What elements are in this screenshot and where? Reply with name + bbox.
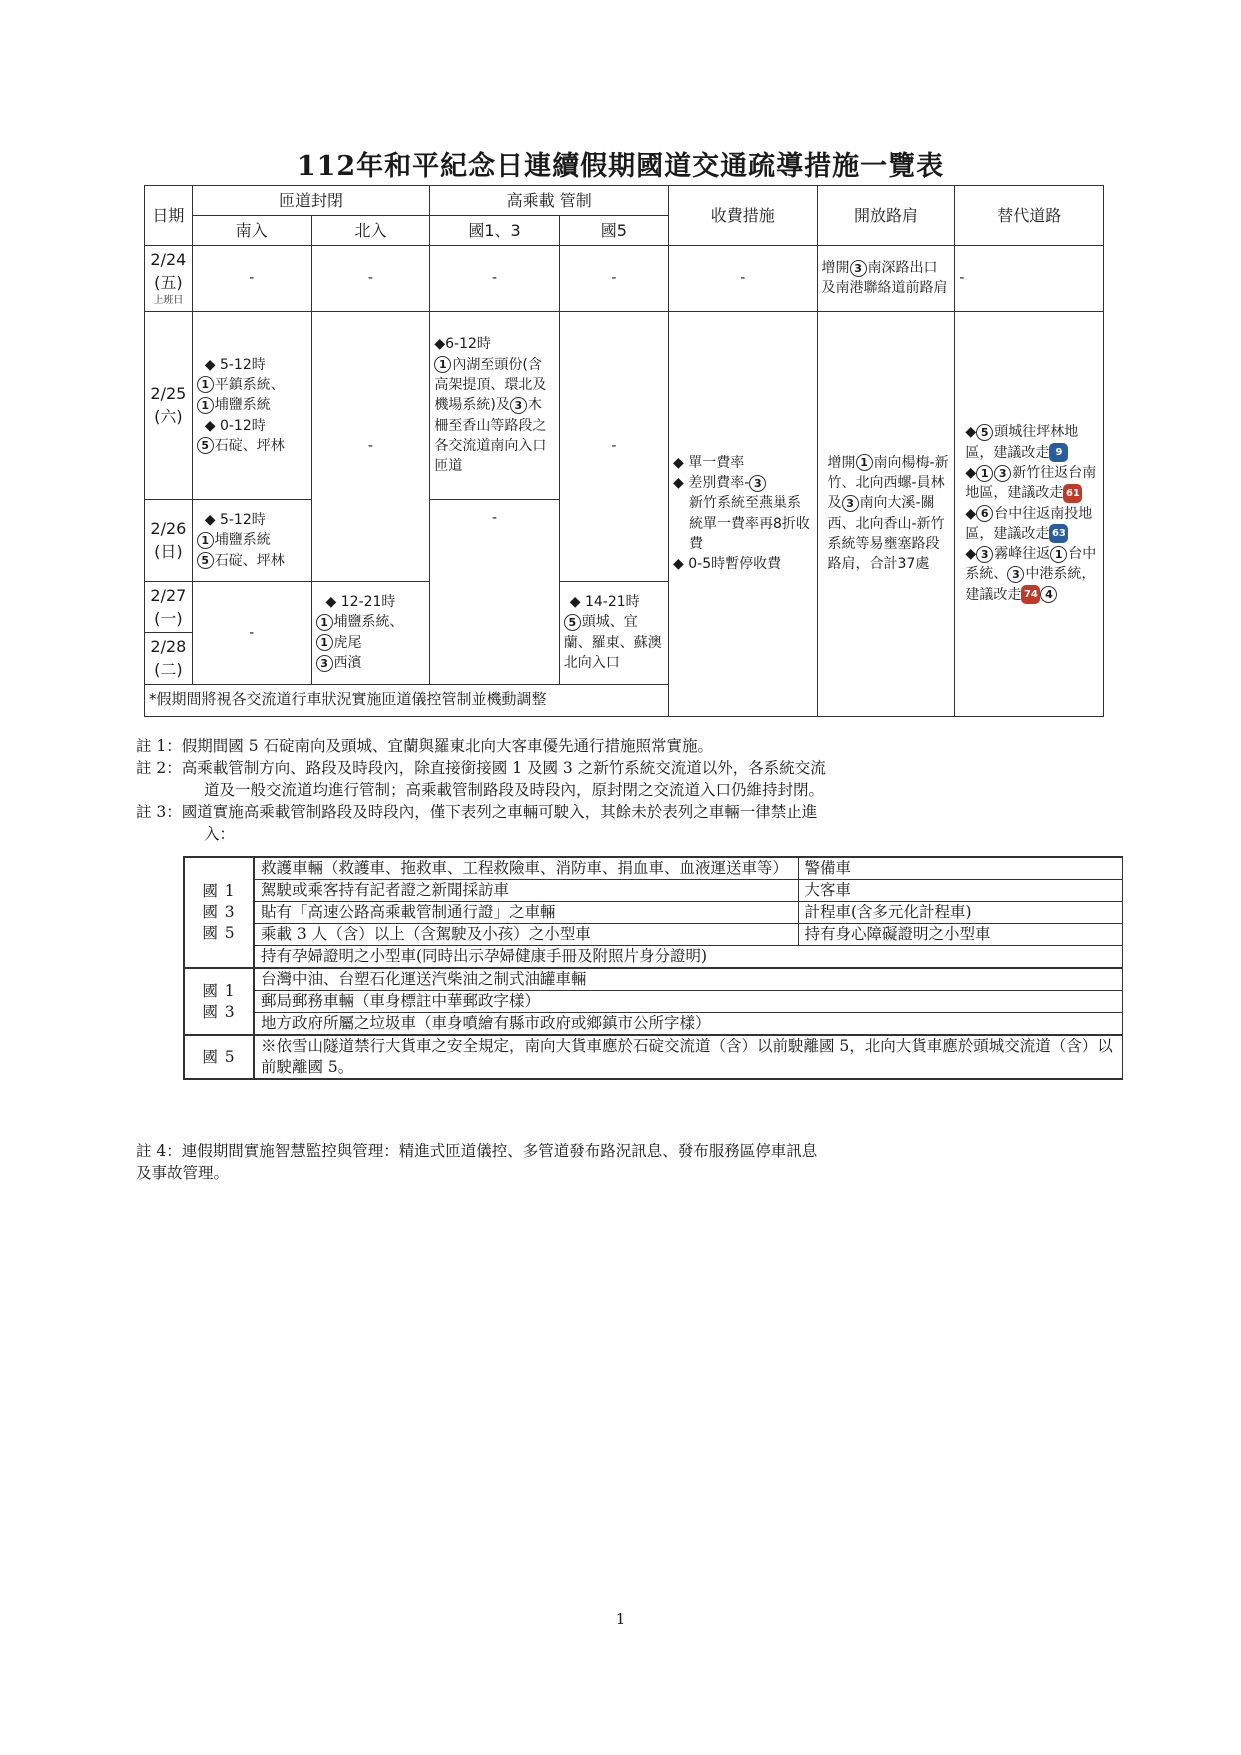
page-number: 1 [615,1610,626,1628]
note-3: 註 3：國道實施高乘載管制路段及時段內，僅下表列之車輛可駛入，其餘未於表列之車輛一律禁止進 [136,803,818,821]
provincial-highway-icon: 61 [1063,484,1082,503]
north-in-cell: ◆ 12-21時 1 埔鹽系統、 1 虎尾 3 西濱 [311,581,430,684]
freeway-shield-icon: 1 [197,376,214,393]
freeway-shield-icon: 5 [976,424,993,441]
vehicle-row [184,1035,1122,1079]
vehicle-item: 持有孕婦證明之小型車(同時出示孕婦健康手冊及附照片身分證明) [254,946,1122,969]
vehicle-row [184,991,1122,1013]
header-south-in: 南入 [192,216,311,246]
freeway-shield-icon: 1 [976,465,993,482]
row-2-24 [145,246,1104,312]
freeway-shield-icon: 3 [994,465,1011,482]
header-shoulder: 開放路肩 [817,186,955,246]
freeway-shield-icon: 1 [197,397,214,414]
vehicle-item: 地方政府所屬之垃圾車（車身噴繪有縣市政府或鄉鎮市公所字樣） [254,1013,1122,1036]
toll-cell: - [669,246,818,312]
row-2-25 [145,311,1104,499]
freeway-shield-icon: 4 [1040,586,1057,603]
header-date: 日期 [145,186,193,246]
hov13-cell: ◆6-12時 1 內湖至頭份(含高架提頂、環北及機場系統)及 3 木柵至香山等路段之各交流道南向入口匝道 [430,311,559,499]
hov5-cell: - [559,311,668,581]
freeway-shield-icon: 5 [564,614,581,631]
shoulder-cell: 增開 3 南深路出口及南港聯絡道前路肩 [817,246,955,312]
date-cell: 2/24 (五) 上班日 [145,246,193,312]
header-alt-route: 替代道路 [955,186,1104,246]
note-1: 註 1：假期間國 5 石碇南向及頭城、宜蘭與羅東北向大客車優先通行措施照常實施。 [136,737,714,755]
date-cell: 2/25 (六) [145,311,193,499]
north-in-cell: - [311,311,430,581]
freeway-shield-icon: 3 [1007,566,1024,583]
note-4: 註 4：連假期間實施智慧監控與管理：精進式匝道儀控、多管道發布路況訊息、發布服務區停車訊息 [136,1142,818,1160]
notes-block [136,735,1116,845]
hov13-cell: - [430,246,559,312]
shoulder-cell: 增開 1 南向楊梅-新竹、北向西螺-員林及 3 南向大溪-關西、北向香山-新竹系統等易壅塞路段路肩，合計37處 [817,311,955,716]
note-4-cont: 及事故管理。 [136,1164,230,1182]
north-in-cell: - [311,246,430,312]
vehicle-item: 駕駛或乘客持有記者證之新聞採訪車 [254,880,798,902]
page-title: 112年和平紀念日連續假期國道交通疏導措施一覽表 [296,151,945,182]
freeway-shield-icon: 1 [1050,546,1067,563]
hov5-cell: - [559,246,668,312]
table-footnote: *假期間將視各交流道行車狀況實施匝道儀控管制並機動調整 [145,684,1104,716]
freeway-shield-icon: 1 [856,454,873,471]
vehicle-row [184,924,1122,946]
vehicle-item: 警備車 [798,857,1122,880]
freeway-shield-icon: 3 [316,655,333,672]
header-ramp-closure: 匝道封閉 [192,186,430,216]
vehicle-row [184,946,1122,969]
south-in-cell: - [192,581,311,684]
vehicle-item: 郵局郵務車輛（車身標註中華郵政字樣） [254,991,1122,1013]
header-hov-control: 高乘載 管制 [430,186,669,216]
vehicle-row [184,857,1122,880]
note-3-cont: 入： [204,825,236,843]
vehicle-item: ※依雪山隧道禁行大貨車之安全規定，南向大貨車應於石碇交流道（含）以前駛離國 5，北向大貨車應於頭城交流道（含）以前駛離國 5。 [254,1035,1122,1079]
freeway-shield-icon: 1 [316,614,333,631]
measures-table [144,185,1104,717]
header-nat1-3: 國1、3 [430,216,559,246]
freeway-shield-icon: 3 [850,260,867,277]
south-in-cell: ◆ 5-12時 1 埔鹽系統 5 石碇、坪林 [192,499,311,581]
freeway-shield-icon: 3 [976,546,993,563]
date-cell: 2/26 (日) [145,499,193,581]
freeway-shield-icon: 3 [510,397,527,414]
hov5-cell: ◆ 14-21時 5 頭城、宜蘭、羅東、蘇澳北向入口 [559,581,668,684]
toll-cell: ◆ 單一費率 ◆ 差別費率- 3 新竹系統至燕巢系統單一費率再8折收費 ◆ 0-5時暫停收費 [669,311,818,716]
date-cell: 2/27 (一) [145,581,193,632]
date-cell: 2/28 (二) [145,633,193,684]
alt-route-cell: - [955,246,1104,312]
vehicle-row [184,1013,1122,1036]
provincial-highway-icon: 9 [1049,443,1068,462]
allowed-vehicles-table [183,856,1123,1080]
vehicle-item: 救護車輛（救護車、拖救車、工程救險車、消防車、捐血車、血液運送車等） [254,857,798,880]
vehicle-item: 計程車(含多元化計程車) [798,902,1122,924]
group-nat-1-3: 國 1 國 3 [184,968,254,1035]
vehicle-row [184,902,1122,924]
provincial-highway-icon: 74 [1021,585,1040,604]
header-toll: 收費措施 [669,186,818,246]
freeway-shield-icon: 1 [434,356,451,373]
note-2: 註 2：高乘載管制方向、路段及時段內，除直接銜接國 1 及國 3 之新竹系統交流道以外，各系統交流 [136,759,826,777]
south-in-cell: ◆ 5-12時 1 平鎮系統、 1 埔鹽系統 ◆ 0-12時 5 石碇、坪林 [192,311,311,499]
freeway-shield-icon: 5 [197,437,214,454]
freeway-shield-icon: 3 [842,495,859,512]
alt-route-cell: ◆ 5 頭城往坪林地區，建議改走 9 ◆ 1 3 新竹往返台南地區，建議改走 61 ◆ 6 台中往返南投地區，建議改走 63 ◆ 3 霧峰往返 1 台中系統、 3 中港系統，建議改走 74 4 [955,311,1104,716]
group-nat-1-3-5: 國 1 國 3 國 5 [184,857,254,968]
header-nat5: 國5 [559,216,668,246]
vehicle-item: 乘載 3 人（含）以上（含駕駛及小孩）之小型車 [254,924,798,946]
freeway-shield-icon: 1 [197,532,214,549]
group-nat-5: 國 5 [184,1035,254,1079]
freeway-shield-icon: 1 [316,634,333,651]
vehicle-row [184,880,1122,902]
freeway-shield-icon: 5 [197,552,214,569]
note-2-cont: 道及一般交流道均進行管制；高乘載管制路段及時段內，原封閉之交流道入口仍維持封閉。 [204,781,825,799]
vehicle-item: 持有身心障礙證明之小型車 [798,924,1122,946]
vehicle-row [184,968,1122,991]
table-footnote-row [145,684,1104,716]
vehicle-item: 大客車 [798,880,1122,902]
vehicle-item: 台灣中油、台塑石化運送汽柴油之制式油罐車輛 [254,968,1122,991]
provincial-highway-icon: 63 [1049,524,1068,543]
south-in-cell: - [192,246,311,312]
hov13-cell: - [430,499,559,684]
vehicle-item: 貼有「高速公路高乘載管制通行證」之車輛 [254,902,798,924]
header-row-1 [145,186,1104,216]
notes-block-2 [136,1140,1116,1184]
freeway-shield-icon: 3 [749,475,766,492]
freeway-shield-icon: 6 [976,505,993,522]
header-north-in: 北入 [311,216,430,246]
